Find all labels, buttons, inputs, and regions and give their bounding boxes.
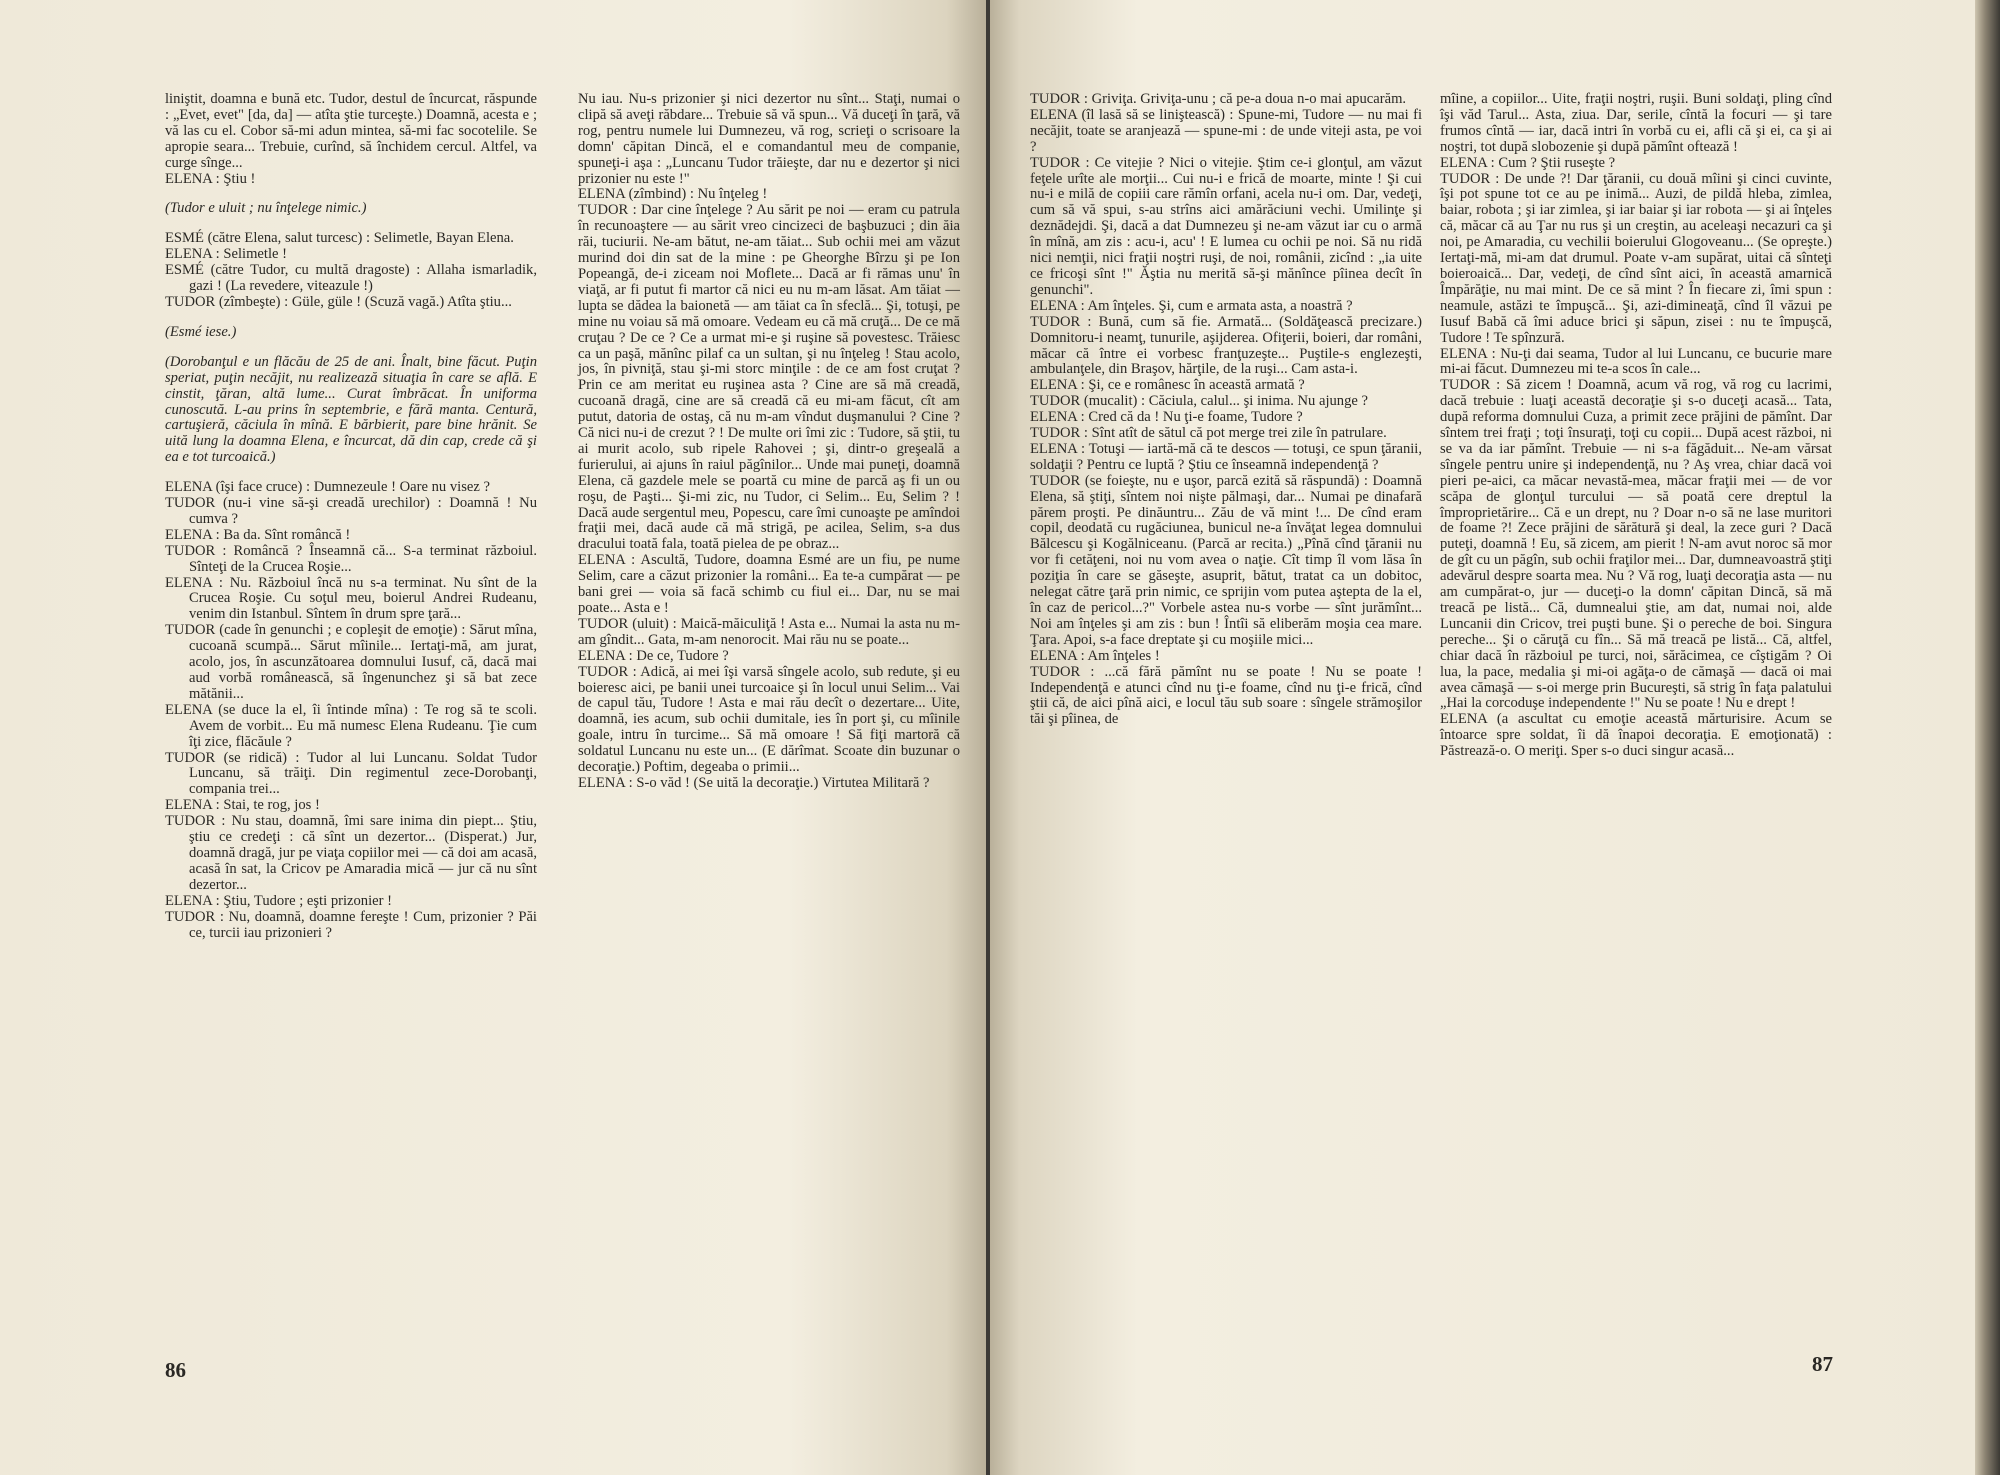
paragraph: TUDOR : Să zicem ! Doamnă, acum vă rog, vă rog cu lacrimi, dacă trebuie : luaţi această decoraţie şi s-o duceţi acasă... Tata, după reforma domnului Cuza, a primit zece prăjini de pămînt. Dar sîntem trei fraţi ; toţi însuraţi, toţi cu copii... După acest război, ni se va da iar pămînt. Trebuie — ni s-a făgăduit... Ne-am vărsat sîngele pentru unire şi independenţă, nu ? Aş vrea, chiar dacă voi pieri pe-aici, ca măcar nevastă-mea, măcar fraţii mei — de vor scăpa de glonţul turcului — să poată cere dreptul la împroprietărire... Că e un drept, nu ? Doar n-o să ne lase muritori de foame ?! Zece prăjini de sărătură şi deal, la zece guri ? Dacă puteţi, doamnă ! Eu, să zicem, am pierit ! N-am avut noroc să mor de gît cu un păgîn, sub ochii fraţilor mei... Dar, dumneavoastră ştiţi adevărul despre soarta mea. Nu ? Vă rog, luaţi decoraţia asta — nu am cumpărat-o, jur — duceţi-o la domn' căpitan Dincă, să mă treacă pe listă... Că, dumnealui ştie, am dat, numai noi, alde Luncanii din Cricov, trei puşti bune. Şi o pereche de boi. Singura pereche... Şi o căruţă cu fîn... Să mă treacă pe listă... Că, altfel, chiar dacă în războiul pe turci, noi, sărăcimea, ce cîştigăm ? Oi lua, la pace, medalia şi mi-oi agăţa-o de cămaşă — dacă oi mai avea cămaşă — s-oi merge prin Bucureşti, să strig în faţa palatului „Hai la corcoduşe independente !" Nu se poate ! Nu e drept ! xyxy=(1440,377,1832,712)
paragraph: ELENA : Totuşi — iartă-mă că te descos — totuşi, ce spun ţăranii, soldaţii ? Pentru ce luptă ? Ştiu ce înseamnă independenţă ? xyxy=(1030,440,1422,473)
paragraph: ELENA (îşi face cruce) : Dumnezeule ! Oare nu visez ? xyxy=(165,479,490,496)
paragraph: TUDOR : Adică, ai mei îşi varsă sîngele acolo, sub redute, şi eu boieresc aici, pe banii unei turcoaice şi în locul unui Selim... Vai de capul tău, Tudore ! Asta e mai rău decît o dezertare... Uite, doamnă, ies acum, sub ochii dumitale, ies în port şi, cu mîinile goale, intru în turcime... Să mă omoare ! Să fiţi martoră că soldatul Luncanu nu este un... (E dărîmat. Scoate din buzunar o decoraţie.) Poftim, degeaba o primii... xyxy=(578,663,960,776)
paragraph: TUDOR (cade în genunchi ; e copleşit de emoţie) : Sărut mîna, cucoană scumpă... Sărut mîinile... Iertaţi-mă, am jurat, acolo, jos, în ascunzătoarea domnului Iusuf, că, dacă mai aud vorbă românească, să îngenunchez şi să bat zece mătănii... xyxy=(165,622,537,702)
left-page-column-2 xyxy=(578,92,960,792)
paragraph: TUDOR : Sînt atît de sătul că pot merge trei zile în patrulare. xyxy=(1030,425,1387,442)
stage-direction: (Dorobanţul e un flăcău de 25 de ani. Înalt, bine făcut. Puţin speriat, puţin necăjit, nu realizează situaţia în care se află. E cinstit, ţăran, altă lume... Curat îmbrăcat. În uniforma cunoscută. L-au prins în septembrie, e fără manta. Centură, cartuşieră, căciula în mînă. E bărbierit, pare bine hrănit. Se uită lung la doamna Elena, e încurcat, dă din cap, crede că şi ea e tot turcoaică.) xyxy=(165,353,537,466)
paragraph: TUDOR (zîmbeşte) : Güle, güle ! (Scuză vagă.) Atîta ştiu... xyxy=(165,293,512,310)
paragraph: ELENA : Cred că da ! Nu ţi-e foame, Tudore ? xyxy=(1030,409,1303,426)
paragraph: ELENA : Stai, te rog, jos ! xyxy=(165,797,320,814)
paragraph: ELENA : De ce, Tudore ? xyxy=(578,647,729,664)
paragraph: liniştit, doamna e bună etc. Tudor, destul de încurcat, răspunde : „Evet, evet" [da, da] — atîta ştie turceşte.) Doamnă, acesta e ; vă las cu el. Cobor să-mi adun mintea, să-mi fac socotelile. Se apropie seara... Trebuie, curînd, să închidem cercul. Altfel, va curge sînge... xyxy=(165,91,537,171)
paragraph: ELENA : Cum ? Ştii ruseşte ? xyxy=(1440,154,1616,171)
paragraph: ELENA (zîmbind) : Nu înţeleg ! xyxy=(578,186,768,203)
paragraph: TUDOR : ...că fără pămînt nu se poate ! Nu se poate ! Independenţă e atunci cînd nu ţi-e foame, cînd nu ţi-e frică, cînd ştii că, de aici pînă aici, e locul tău sub soare : sîngele strămoşilor tăi şi pîinea, de xyxy=(1030,663,1422,728)
paragraph: TUDOR : Griviţa. Griviţa-unu ; că pe-a doua n-o mai apucarăm. xyxy=(1030,91,1407,107)
paragraph: TUDOR : Nu stau, doamnă, îmi sare inima din piept... Ştiu, ştiu ce credeţi : că sînt un dezertor... (Disperat.) Jur, doamnă dragă, jur pe viaţa copiilor mei — că doi am acasă, acasă în sat, la Cricov pe Amaradia mică — jur că nu sînt dezertor... xyxy=(165,813,537,893)
paragraph: ELENA : Am înţeles. Şi, cum e armata asta, a noastră ? xyxy=(1030,297,1353,314)
paragraph: ELENA : Selimetle ! xyxy=(165,246,287,263)
paragraph: ELENA : Ştiu ! xyxy=(165,170,256,187)
paragraph: TUDOR : Ce vitejie ? Nici o vitejie. Ştim ce-i glonţul, am văzut feţele urîte ale morţii... Cui nu-i e frică de moarte, minte ! Şi cui nu-i e milă de copiii care rămîn orfani, acela nu-i om. Dar, vedeţi, cum să vă spui, s-au strîns aici amărăciuni vechi. Umilinţe şi deznădejdi. Şi, dacă a dat Dumnezeu şi ne-am văzut iar cu o armă în mînă, am zis : acu-i, acu' ! E lumea cu ochii pe noi. Să nu ridă nici nemţii, nici fraţii noştri ruşi, de noi, românii, zicînd : „ia uite ce fricoşi sînt !" Ăştia nu merită să-şi mănînce pîinea decît în genunchi". xyxy=(1030,154,1422,298)
paragraph: Nu iau. Nu-s prizonier şi nici dezertor nu sînt... Staţi, numai o clipă să aveţi răbdare... Trebuie să vă spun... Vă duceţi în ţară, vă rog, pentru numele lui Dumnezeu, vă rog, scrieţi o scrisoare la domn' căpitan Dincă, el e comandantul meu de companie, spuneţi-i aşa : „Luncanu Tudor trăieşte, dar nu e dezertor şi nici prizonier nu este !" xyxy=(578,91,960,187)
paragraph: TUDOR (uluit) : Maică-măiculiţă ! Asta e... Numai la asta nu m-am gîndit... Gata, m-am nenorocit. Mai rău nu se poate... xyxy=(578,615,960,648)
paragraph: TUDOR : Nu, doamnă, doamne fereşte ! Cum, prizonier ? Păi ce, turcii iau prizonieri ? xyxy=(165,908,537,941)
right-page-column-2 xyxy=(1440,92,1832,760)
left-page xyxy=(0,0,986,1475)
right-page-column-1 xyxy=(1030,92,1422,728)
paragraph: ESMÉ (către Elena, salut turcesc) : Selimetle, Bayan Elena. xyxy=(165,230,514,247)
paragraph: ELENA : Ba da. Sînt româncă ! xyxy=(165,526,351,543)
paragraph: ELENA (îl lasă să se liniştească) : Spune-mi, Tudore — nu mai fi necăjit, toate se aranjează — spune-mi : de unde viteji asta, pe voi ? xyxy=(1030,106,1422,155)
stage-direction: (Tudor e uluit ; nu înţelege nimic.) xyxy=(165,200,367,217)
paragraph: TUDOR (se ridică) : Tudor al lui Luncanu. Soldat Tudor Luncanu, să trăiţi. Din regimentul zece-Dorobanţi, compania trei... xyxy=(165,749,537,798)
paragraph: ELENA : Şi, ce e românesc în această armată ? xyxy=(1030,377,1305,394)
paragraph: ELENA : S-o văd ! (Se uită la decoraţie.) Virtutea Militară ? xyxy=(578,774,930,791)
paragraph: ELENA (a ascultat cu emoţie această mărturisire. Acum se întoarce spre soldat, îi dă înapoi decoraţia. E emoţionată) : Păstrează-o. O meriţi. Sper s-o duci singur acasă... xyxy=(1440,711,1832,760)
paragraph: ELENA : Ştiu, Tudore ; eşti prizonier ! xyxy=(165,892,393,909)
paragraph: TUDOR (mucalit) : Căciula, calul... şi inima. Nu ajunge ? xyxy=(1030,393,1369,410)
paragraph: ESMÉ (către Tudor, cu multă dragoste) : Allaha ismarladik, gazi ! (La revedere, viteazule !) xyxy=(165,262,537,295)
right-page xyxy=(990,0,1975,1475)
paragraph: TUDOR : Dar cine înţelege ? Au sărit pe noi — eram cu patrula în recunoaştere — au sărit vreo cincizeci de başbuzuci ; din ăia răi, tuciurii. Ne-am bătut, ne-am tăiat... Sub ochii mei am văzut murind doi din sat de la mine : pe Gheorghe Bîrzu şi pe Ion Popeangă, de-i ziceam noi Moflete... Dacă ar fi rămas unu' în viaţă, ar fi putut fi martor că nici eu nu m-am lăsat. Am tăiat — lupta se dădea la baionetă — am tăiat ca în sfeclă... Şi, totuşi, pe mine nu voiau să mă omoare. Vedeam eu că mă cruţă... De ce mă cruţau ? De ce ? Ce a urmat mi-e şi ruşine să povestesc. Trăiesc ca un paşă, mănînc pilaf ca un sultan, şi nu înţeleg ! Stau acolo, jos, în pivniţă, stau şi-mi storc minţile : de ce am fost cruţat ? Prin ce am meritat eu ruşinea asta ? Cine are să mă creadă, cucoană dragă, cine are să creadă că eu mi-am făcut, cît am putut, datoria de ostaş, că nu m-am vîndut duşmanului ? Cine ? Că nici nu-i de crezut ? ! De multe ori îmi zic : Tudore, să ştii, tu ai murit acolo, sub ripele Rahovei ; şi, dintr-o greşeală a furierului, ai ajuns în raiul păgînilor... Unde mai puneţi, doamnă Elena, că gazdele mele se poartă cu mine de parcă aş fi un ou roşu, de Paşti... Şi-mi zic, nu Tudor, ci Selim... Eu, Selim ? ! Dacă aude sergentul meu, Popescu, care îmi cunoaşte pe amîndoi fraţii mei, dacă aude că mă strigă, pe acilea, Selim, s-a dus dracului toată fala, toată pielea de pe obraz... xyxy=(578,202,960,553)
page-number: 87 xyxy=(1812,1352,1833,1376)
book-edge xyxy=(1975,0,2000,1475)
paragraph: TUDOR : Bună, cum să fie. Armată... (Soldăţească precizare.) Domnitoru-i neamţ, tunurile, aşijderea. Ofiţerii, boieri, dar români, măcar că între ei vorbesc franţuzeşte... Puştile-s englezeşti, ambulanţele, din Braşov, hărţile, de la ruşi... Cam asta-i. xyxy=(1030,313,1422,378)
paragraph: ELENA : Am înţeles ! xyxy=(1030,647,1160,664)
paragraph: TUDOR (nu-i vine să-şi creadă urechilor) : Doamnă ! Nu cumva ? xyxy=(165,495,537,527)
paragraph: TUDOR (se foieşte, nu e uşor, parcă ezită să răspundă) : Doamnă Elena, să ştiţi, sîntem noi nişte pălmaşi, dar... Numai pe dinafară părem proşti. Pe dinăuntru... Zău de vă mint !... De cînd eram copil, deodată cu rugăciunea, bunicul ne-a învăţat legea domnului Bălcescu şi Kogălniceanu. (Parcă ar recita.) „Pînă cînd ţăranii nu vor fi cetăţeni, noi nu vom avea o naţie. Cît timp îl vom lăsa în poziţia în care se găseşte, asuprit, bătut, tratat ca un dobitoc, nelegat către ţară prin nimic, ce sprijin vom putea aştepta de la el, în caz de pericol...?" Vorbele astea nu-s vorbe — sînt jurămînt... Noi am înţeles şi am zis : bun ! Întîi să eliberăm moşia cea mare. Ţara. Apoi, s-a face dreptate şi cu moşiile mici... xyxy=(1030,472,1422,648)
paragraph: ELENA : Nu. Războiul încă nu s-a terminat. Nu sînt de la Crucea Roşie. Cu soţul meu, boierul Andrei Rudeanu, venim din Istanbul. Sîntem în drum spre ţară... xyxy=(165,574,537,623)
left-page-column-1 xyxy=(165,92,537,941)
page-number: 86 xyxy=(165,1358,186,1382)
paragraph: ELENA : Nu-ţi dai seama, Tudor al lui Luncanu, ce bucurie mare mi-ai făcut. Dumnezeu mi te-a scos în cale... xyxy=(1440,345,1832,378)
paragraph: TUDOR : De unde ?! Dar ţăranii, cu două mîini şi cinci cuvinte, îşi pot spune tot ce au pe inimă... Auzi, de pildă hleba, zimlea, baiar, robota ; şi iar zimlea, şi iar baiar şi iar robota — şi ai înţeles că, măcar că au Ţar nu rus şi un creştin, au aceleaşi necazuri ca şi noi, pe Amaradia, cu vechilii boierului Glogoveanu... (Se opreşte.) Iertaţi-mă, mi-am dat drumul. Poate v-am supărat, uitai că sînteţi boieroaică... Dar, vedeţi, de cînd sînt aici, în această amarnică Împărăţie, nu mai mint. De ce să mint ? În fiecare zi, îmi spun : neamule, astăzi te împuşcă... Şi, azi-dimineaţă, cînd îl văzui pe Iusuf Babă că îmi aduce brici şi săpun, zisei : nu te împuşcă, Tudore ! Te spînzură. xyxy=(1440,170,1832,346)
paragraph: ELENA (se duce la el, îi întinde mîna) : Te rog să te scoli. Avem de vorbit... Eu mă numesc Elena Rudeanu. Ţie cum îţi zice, flăcăule ? xyxy=(165,701,537,750)
stage-direction: (Esmé iese.) xyxy=(165,323,237,340)
paragraph: ELENA : Ascultă, Tudore, doamna Esmé are un fiu, pe nume Selim, care a căzut prizonier la români... Ea te-a cumpărat — pe bani grei — voia să facă schimb cu fiul ei... Dar, nu se mai poate... Asta e ! xyxy=(578,552,960,616)
paragraph: mîine, a copiilor... Uite, fraţii noştri, ruşii. Buni soldaţi, pling cînd îşi văd Tarul... Asta, ziua. Dar, serile, cîntă la focuri — şi tare frumos cîntă — iar, dacă intri în vorbă cu ei, afli că şi ei, ca şi ai noştri, tot după slobozenie şi după pămînt oftează ! xyxy=(1440,91,1832,155)
paragraph: TUDOR : Româncă ? Înseamnă că... S-a terminat războiul. Sînteţi de la Crucea Roşie... xyxy=(165,542,537,575)
